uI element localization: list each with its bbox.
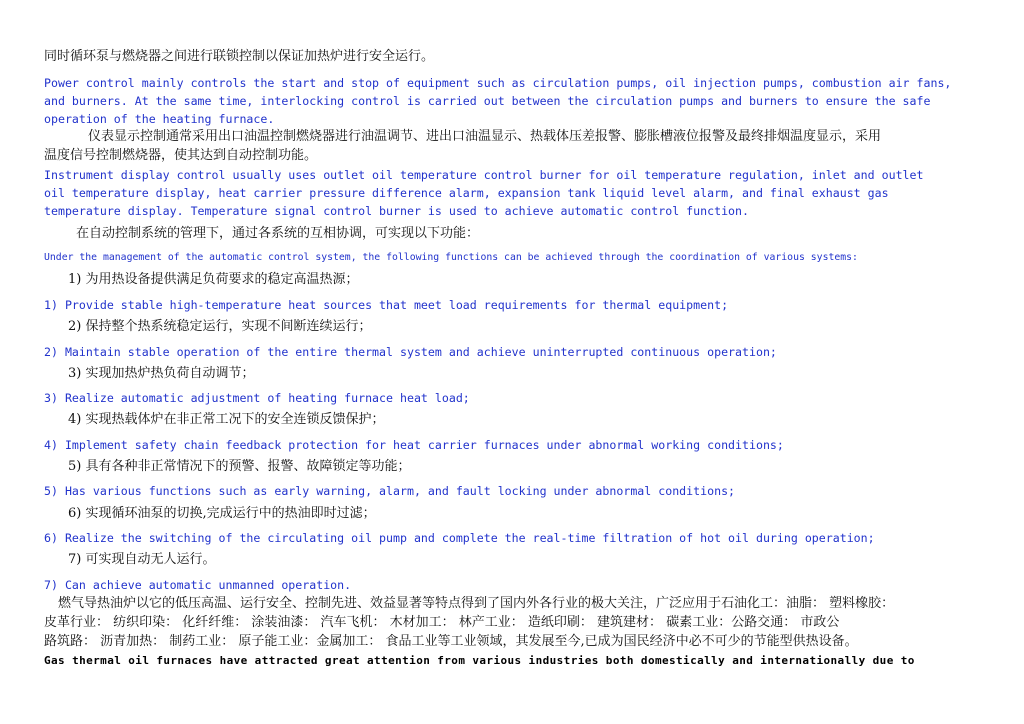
zh-line-interlock: 同时循环泵与燃烧器之间进行联锁控制以保证加热炉进行安全运行。 [44,49,435,64]
zh-function-5: 5) 具有各种非正常情况下的预警、报警、故障锁定等功能； [68,459,411,474]
zh-function-4: 4) 实现热载体炉在非正常工况下的安全连锁反馈保护； [68,412,385,427]
en-function-3: 3) Realize automatic adjustment of heating furnace heat load; [44,391,470,405]
zh-function-3: 3) 实现加热炉热负荷自动调节； [68,366,255,381]
zh-instrument-line-2: 温度信号控制燃烧器，使其达到自动控制功能。 [44,148,318,163]
en-function-4: 4) Implement safety chain feedback protection for heat carrier furnaces under abnormal working conditions; [44,438,784,452]
en-instrument-line-1: Instrument display control usually uses outlet oil temperature control burner for oil temperature regulation, inlet and outlet [44,168,924,182]
en-function-6: 6) Realize the switching of the circulating oil pump and complete the real-time filtration of hot oil during operation; [44,531,875,545]
en-function-5: 5) Has various functions such as early warning, alarm, and fault locking under abnormal conditions; [44,484,736,498]
en-power-control-line-1: Power control mainly controls the start and stop of equipment such as circulation pumps, oil injection pumps, combustion air fans, [44,76,952,90]
zh-function-7: 7) 可实现自动无人运行。 [68,552,216,567]
en-instrument-line-3: temperature display. Temperature signal control burner is used to achieve automatic control function. [44,204,749,218]
zh-functions-intro: 在自动控制系统的管理下，通过各系统的互相协调，可实现以下功能： [76,226,480,241]
en-functions-intro: Under the management of the automatic control system, the following functions can be achieved through the coordination of various systems: [44,252,858,263]
zh-instrument-line-1: 仪表显示控制通常采用出口油温控制燃烧器进行油温调节、进出口油温显示、热载体压差报警、膨胀槽液位报警及最终排烟温度显示，采用 [88,129,882,144]
en-function-2: 2) Maintain stable operation of the entire thermal system and achieve uninterrupted continuous operation; [44,345,777,359]
zh-applications-line-2: 皮革行业： 纺织印染： 化纤纤维： 涂装油漆： 汽车飞机： 木材加工： 林产工业： 造纸印刷： 建筑建材： 碳素工业：公路交通： 市政公 [44,615,840,630]
en-power-control-line-3: operation of the heating furnace. [44,112,275,126]
en-function-7: 7) Can achieve automatic unmanned operation. [44,578,352,592]
zh-applications-line-1: 燃气导热油炉以它的低压高温、运行安全、控制先进、效益显著等特点得到了国内外各行业的极大关注，广泛应用于石油化工：油脂： 塑料橡胶： [58,596,895,611]
zh-function-6: 6) 实现循环油泵的切换,完成运行中的热油即时过滤； [68,506,376,521]
zh-function-1: 1) 为用热设备提供满足负荷要求的稳定高温热源； [68,272,359,287]
en-instrument-line-2: oil temperature display, heat carrier pressure difference alarm, expansion tank liquid level alarm, and final exhaust gas [44,186,889,200]
en-applications-line-1: Gas thermal oil furnaces have attracted great attention from various industries both domestically and internationally due to [44,654,915,667]
en-power-control-line-2: and burners. At the same time, interlocking control is carried out between the circulation pumps and burners to ensure the safe [44,94,931,108]
en-function-1: 1) Provide stable high-temperature heat sources that meet load requirements for thermal equipment; [44,298,729,312]
zh-applications-line-3: 路筑路： 沥青加热： 制药工业： 原子能工业：金属加工： 食品工业等工业领域，其发展至今,已成为国民经济中必不可少的节能型供热设备。 [44,634,858,649]
zh-function-2: 2) 保持整个热系统稳定运行，实现不间断连续运行； [68,319,372,334]
